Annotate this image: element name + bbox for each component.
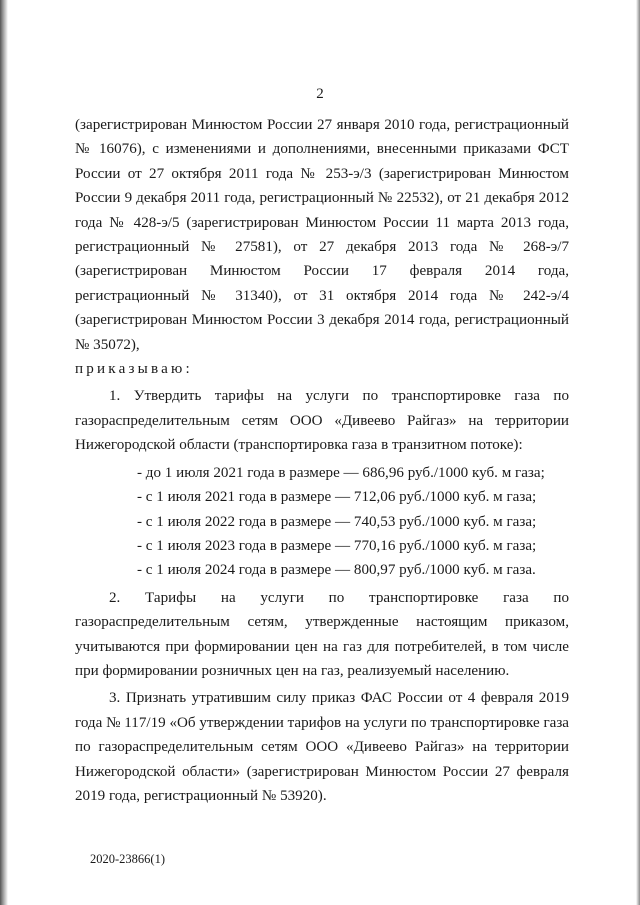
item-3-paragraph: 3. Признать утратившим силу приказ ФАС России от 4 февраля 2019 года № 117/19 «Об утверждении тарифов на услуги по транспортировке газа по газораспределительным сетям ООО «Дивеево Райгаз» на территории Нижегородской области» (зарегистрирован Минюстом России 27 февраля 2019 года, регистрационный № 53920). bbox=[75, 690, 569, 804]
tariff-item: - с 1 июля 2024 года в размере — 800,97 руб./1000 куб. м газа. bbox=[137, 562, 536, 579]
prikazyvayu-heading: приказываю: bbox=[75, 361, 193, 378]
tariff-item: - с 1 июля 2023 года в размере — 770,16 руб./1000 куб. м газа; bbox=[137, 537, 537, 554]
intro-paragraph: (зарегистрирован Минюстом России 27 января 2010 года, регистрационный № 16076), с изменениями и дополнениями, внесенными приказами ФСТ России от 27 октября 2011 года № 253-э/3 (зарегистрирован Минюстом России 9 декабря 2011 года, регистрационный № 22532), от 21 декабря 2012 года № 428-э/5 (зарегистрирован Минюстом России 11 марта 2013 года, регистрационный № 27581), от 27 декабря 2013 года № 268-э/7 (зарегистрирован Минюстом России 17 февраля 2014 года, регистрационный № 31340), от 31 октября 2014 года № 242-э/4 (зарегистрирован Минюстом России 3 декабря 2014 года, регистрационный № 35072), bbox=[75, 117, 569, 353]
tariff-list bbox=[75, 461, 569, 583]
page-number: 2 bbox=[316, 86, 324, 102]
item-1-paragraph: 1. Утвердить тарифы на услуги по транспортировке газа по газораспределительным сетям ООО «Дивеево Райгаз» на территории Нижегородской области (транспортировка газа в транзитном потоке): bbox=[75, 388, 569, 454]
scan-edge-right bbox=[636, 0, 640, 905]
tariff-item: - до 1 июля 2021 года в размере — 686,96 руб./1000 куб. м газа; bbox=[137, 464, 545, 481]
document-code: 2020-23866(1) bbox=[90, 852, 165, 866]
scan-edge-left bbox=[0, 0, 8, 905]
tariff-item: - с 1 июля 2021 года в размере — 712,06 руб./1000 куб. м газа; bbox=[137, 489, 537, 506]
document-body bbox=[75, 113, 569, 808]
item-2-paragraph: 2. Тарифы на услуги по транспортировке газа по газораспределительным сетям, утвержденные настоящим приказом, учитываются при формировании цен на газ для потребителей, в том числе при формировании розничных цен на газ, реализуемый населению. bbox=[75, 589, 569, 679]
tariff-item: - с 1 июля 2022 года в размере — 740,53 руб./1000 куб. м газа; bbox=[137, 513, 537, 530]
